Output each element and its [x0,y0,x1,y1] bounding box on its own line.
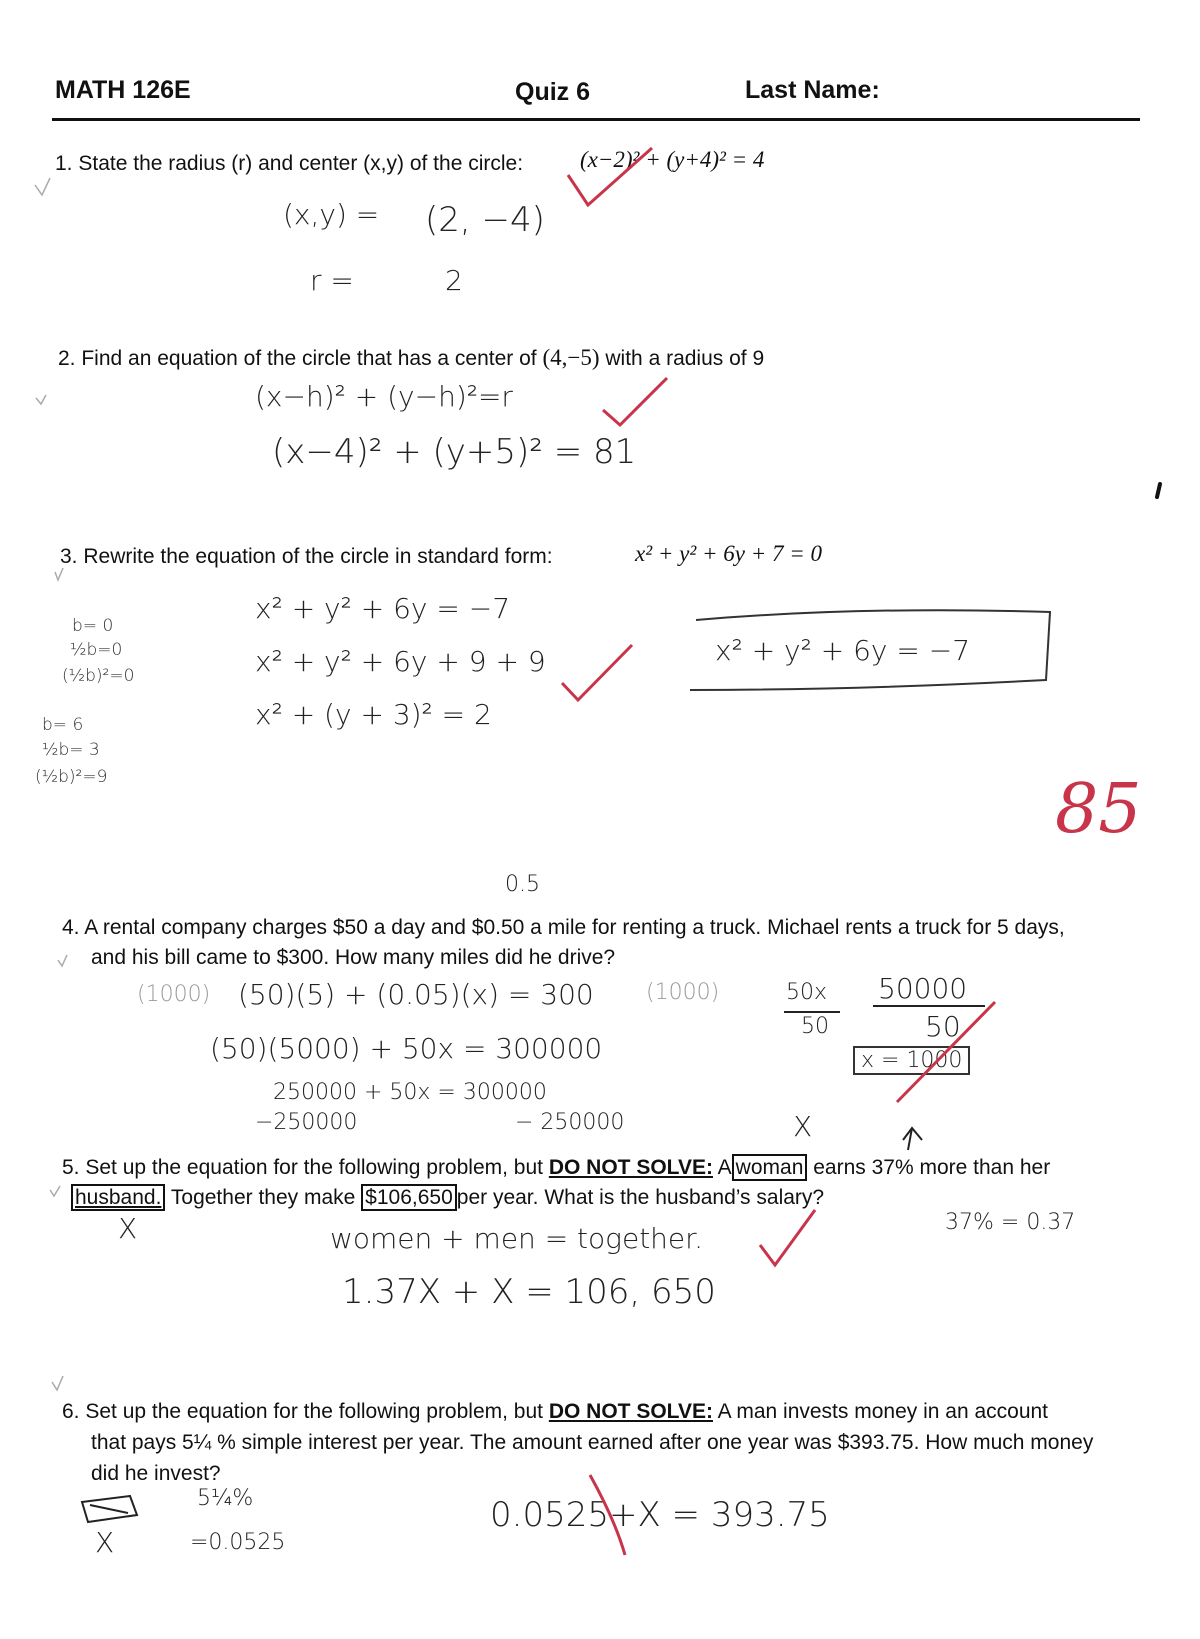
q3-side-note: b= 6 [42,715,84,735]
score: 85 [1055,770,1142,849]
q4-side-work: 50 [801,1014,829,1039]
q4-work-line: (50)(5000) + 50x = 300000 [210,1032,603,1065]
question-number: 4. [62,916,80,939]
q3-side-note: (½b)²=0 [62,666,135,686]
tick-icon [52,1376,63,1390]
q3-boxed-work: x² + y² + 6y = −7 [715,634,971,667]
q5-boxed-word: husband. [71,1184,165,1211]
tick-icon [58,955,67,966]
question-number: 2. [58,347,76,370]
checkmark-icon [760,1210,815,1265]
q3-side-note: ½b= 3 [42,740,100,760]
question-3 [60,541,553,572]
q6-side-work: =0.0525 [190,1530,286,1555]
header-rule [52,118,1140,121]
tick-icon [35,178,50,195]
q6-mark-x: X [95,1526,115,1559]
q5-boxed-amount: $106,650 [361,1184,457,1211]
do-not-solve: DO NOT SOLVE: [548,1156,713,1179]
arrow-icon [903,1128,922,1150]
question-number: 3. [60,545,78,568]
q5-work-line: women + men = together. [330,1222,703,1255]
q3-equation: x² + y² + 6y + 7 = 0 [635,541,822,566]
q4-work-line: −250000 [255,1110,358,1135]
q5-boxed-word: woman [732,1154,808,1181]
question-text: per year. What is the husband’s salary? [456,1186,825,1209]
question-2 [58,342,764,374]
q3-work-line: x² + (y + 3)² = 2 [255,698,492,731]
tick-icon [36,395,46,404]
ink-mark [1157,484,1160,497]
q2-work-line: (x−4)² + (y+5)² = 81 [272,432,637,472]
course-title: MATH 126E [55,76,191,104]
q1-center-label: (x,y) = [283,198,380,231]
question-number: 5. [62,1156,80,1179]
question-1 [55,148,523,179]
question-5 [62,1152,1050,1183]
question-text: Rewrite the equation of the circle in standard form: [83,545,553,568]
scribble-mark [82,1496,137,1522]
question-4 [62,912,1065,943]
q1-center-answer: (2, −4) [425,200,545,240]
q6-work-line: 0.0525+X = 393.75 [490,1495,830,1535]
q1-equation: (x−2)² + (y+4)² = 4 [580,147,765,172]
q3-side-note: b= 0 [72,616,114,636]
q5-mark-x: X [793,1110,813,1143]
q1-radius-answer: 2 [445,264,463,297]
q3-side-note: (½b)²=9 [35,767,108,787]
checkmark-icon [562,645,632,700]
last-name-label: Last Name: [745,76,880,104]
question-text: Together they make [170,1186,356,1209]
question-6 [62,1396,1048,1427]
q3-work-line: x² + y² + 6y + 9 + 9 [255,645,546,678]
question-number: 1. [55,152,73,175]
question-text: earns 37% more than her [813,1156,1051,1179]
question-5-line-2 [71,1182,824,1213]
q5-mark-x: X [118,1212,138,1245]
question-number: 6. [62,1400,80,1423]
question-6-line-2: that pays 5¼ % simple interest per year. The amount earned after one year was $393.75. How much money [91,1431,1094,1454]
q2-center: (4,−5) [542,345,600,370]
checkmark-icon [603,378,667,425]
question-text: with a radius of 9 [605,347,765,370]
q4-work-note: (1000) [137,982,211,1007]
q4-side-work: 50x [786,980,828,1005]
question-text: Set up the equation for the following problem, but [85,1400,543,1423]
tick-icon [50,1186,60,1196]
question-text: A man invests money in an account [717,1400,1049,1423]
question-4-line-2: and his bill came to $300. How many miles did he drive? [91,946,616,969]
q1-radius-label: r = [310,264,354,297]
q4-work-line: − 250000 [515,1110,625,1135]
q4-note: 0.5 [505,872,540,897]
do-not-solve: DO NOT SOLVE: [548,1400,713,1423]
q4-work-note: (1000) [646,980,720,1005]
q2-work-line: (x−h)² + (y−h)²=r [255,380,513,413]
q4-side-work: 50 [925,1010,961,1043]
q3-side-note: ½b=0 [70,640,123,660]
q4-side-work: 50000 [878,972,968,1005]
q5-work-line: 1.37X + X = 106, 650 [342,1272,716,1312]
q4-work-line: 250000 + 50x = 300000 [273,1080,547,1105]
q6-side-work: 5¼% [197,1486,254,1511]
q5-side-work: 37% = 0.37 [945,1210,1076,1235]
quiz-title: Quiz 6 [515,78,591,106]
question-text: Set up the equation for the following problem, but [85,1156,543,1179]
question-text: State the radius (r) and center (x,y) of the circle: [78,152,524,175]
question-text: A [717,1156,732,1179]
q4-boxed-answer: x = 1000 [853,1046,970,1075]
question-text: Find an equation of the circle that has a center of [81,347,537,370]
question-6-line-3: did he invest? [91,1462,221,1485]
q3-work-line: x² + y² + 6y = −7 [255,592,511,625]
q4-work-line: (50)(5) + (0.05)(x) = 300 [238,978,594,1011]
question-text: A rental company charges $50 a day and $0.50 a mile for renting a truck. Michael rents a truck for 5 days, [84,916,1065,939]
